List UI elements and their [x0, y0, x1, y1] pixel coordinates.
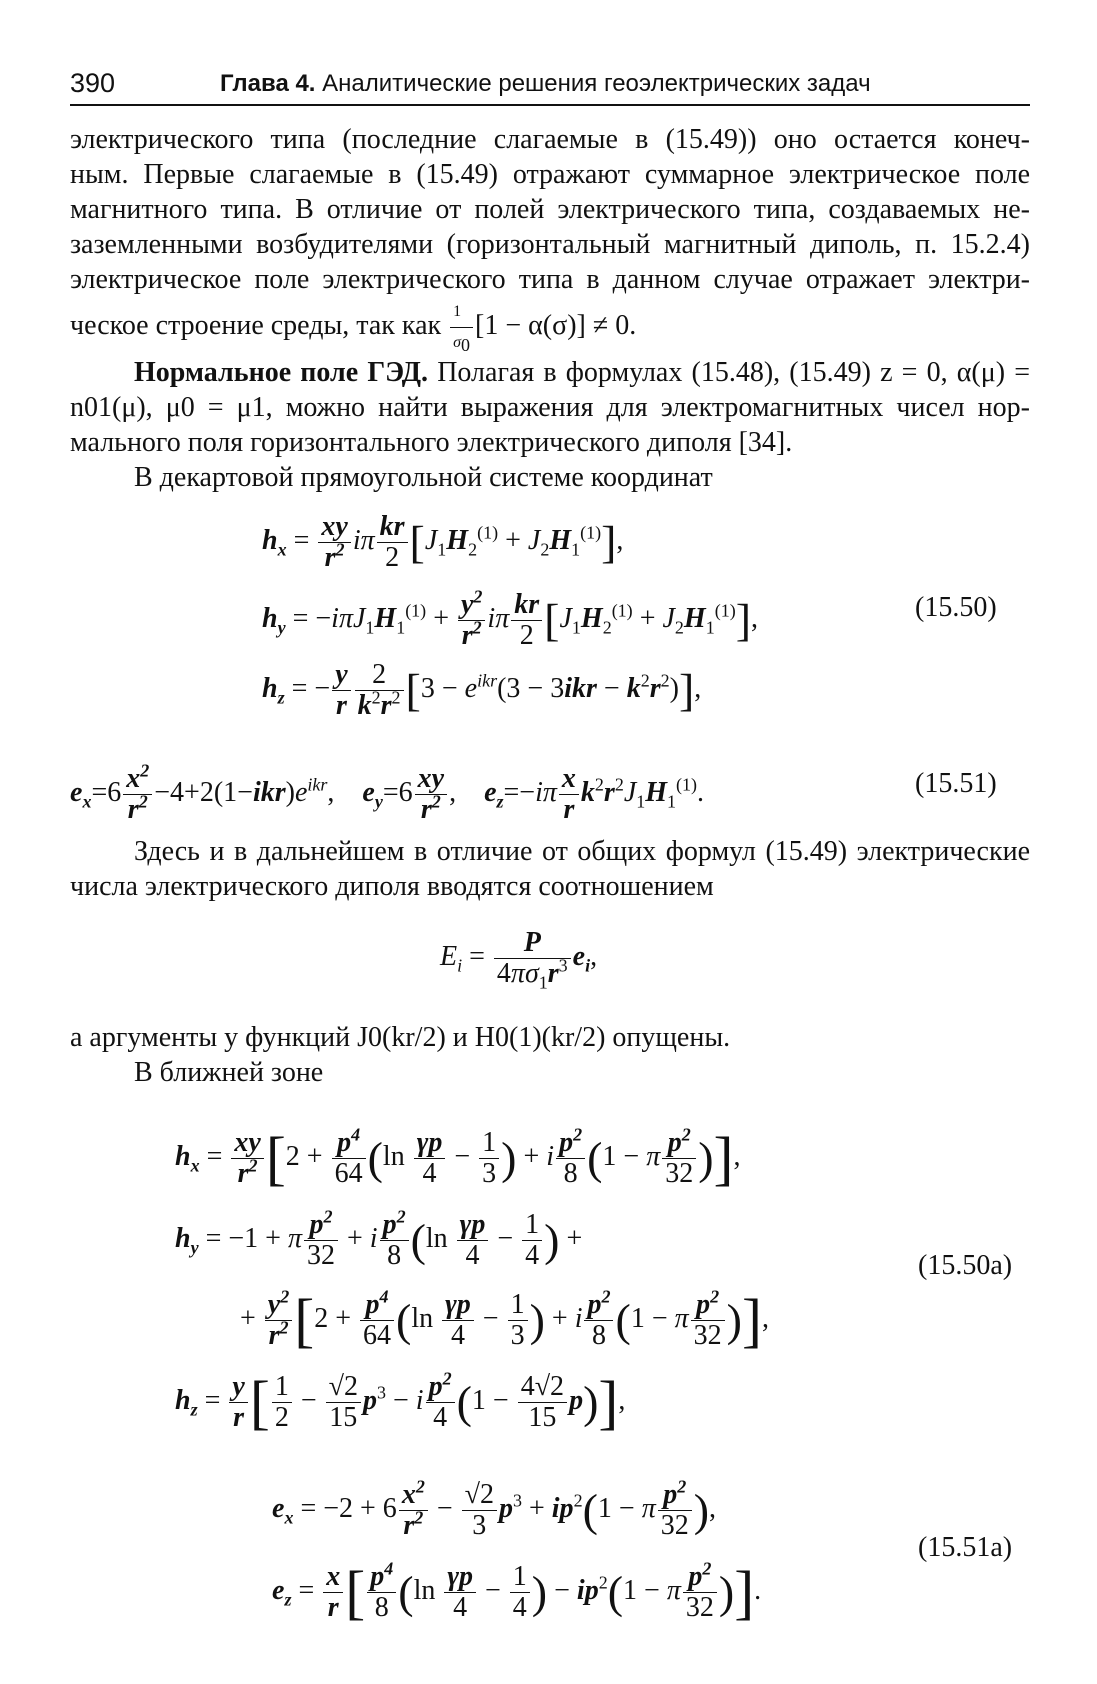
equation-electric-components: $e_x=6$ $\frac{x^2}{r^2}$ $-4+2(1-ikr)e^{ikr}$, $e_y=6$ $\frac{xy}{r^2}$ , $e_z=-i\pi$ $\frac{x}{r}$ $k^2r^2J_1H_1^{(1)}$. [70, 760, 705, 825]
equation-hy-cartesian: $h_y = -i\pi J_1H_1^{(1)}$ + $\frac{y^2}{r^2}$ iπ $\frac{kr}{2}$ $[J_1H_2^{(1)} + J_2H_1^{(1)}]$, [262, 586, 759, 651]
equation-number: (15.50) [915, 592, 997, 623]
running-header [70, 68, 1030, 102]
text-line: электрическое поле электрического типа в данном случае отражает электри- [70, 264, 1030, 295]
section-lead: Нормальное поле ГЭД. [134, 357, 429, 388]
text-line: n01(μ), μ0 = μ1, можно найти выражения для электромагнитных чисел нор- [70, 392, 1030, 423]
text-line: В декартовой прямоугольной системе координат [134, 462, 713, 493]
text-line: ным. Первые слагаемые в (15.49) отражают суммарное электрическое поле [70, 159, 1030, 190]
equation-hx-near-zone: $h_x$ = $\frac{xy}{r^2}$ [2 + $\frac{p^4}{64}$ (ln $\frac{\gamma p}{4}$ − $\frac{1}{3}$ ) + i $\frac{p^2}{8}$ (1 − π $\frac{p^2}{32}$ )], [175, 1124, 741, 1192]
equation-ez-near-zone: $e_z$ = $\frac{x}{r}$ [ $\frac{p^4}{8}$ (ln $\frac{\gamma p}{4}$ − $\frac{1}{4}$ ) − $ip^2(1 - \pi$ $\frac{p^2}{32}$ )]. [272, 1558, 762, 1626]
text-line: Здесь и в дальнейшем в отличие от общих формул (15.49) электрические [134, 836, 1030, 867]
text-line [70, 297, 1030, 358]
header-rule [70, 104, 1030, 106]
equation-hy-near-zone-line2: + $\frac{y^2}{r^2}$ [2 + $\frac{p^4}{64}$ (ln $\frac{\gamma p}{4}$ − $\frac{1}{3}$ ) + i $\frac{p^2}{8}$ (1 − π $\frac{p^2}{32}$ )], [240, 1286, 769, 1354]
inline-formula: [1 − α(σ)] ≠ 0. [475, 309, 637, 341]
equation-hx-cartesian: $h_x$ = $\frac{xy}{r^2}$ iπ $\frac{kr}{2}$ $[J_1H_2^{(1)} + J_2H_1^{(1)}]$, [262, 511, 624, 573]
chapter-label: Глава 4. [220, 70, 316, 97]
equation-number: (15.51a) [918, 1532, 1013, 1563]
equation-ex-near-zone: $e_x = -2 + 6$ $\frac{x^2}{r^2}$ − $\frac{√2}{3}$ $p^3 + ip^2(1 - \pi$ $\frac{p^2}{32}$ ), [272, 1476, 717, 1541]
fraction-1-over-sigma0: $\frac{1}{\sigma_0}$ [450, 297, 473, 358]
text-line-part: Полагая в формулах (15.48), (15.49) z = 0, α(μ) = [437, 357, 1031, 388]
paragraph-2 [70, 355, 1030, 495]
text-line: магнитного типа. В отличие от полей электрического типа, создаваемых не- [70, 194, 1030, 225]
text-line: а аргументы у функций J0(kr/2) и H0(1)(kr/2) опущены. [70, 1022, 731, 1053]
equation-number: (15.50a) [918, 1250, 1013, 1281]
equation-hz-cartesian: $h_z$ = − $\frac{y}{r}$ $\frac{2}{k^2r^2}$ $[3 - e^{ikr}(3 - 3ikr - k^2r^2)]$, [262, 659, 702, 721]
equation-hz-near-zone: $h_z$ = $\frac{y}{r}$ [ $\frac{1}{2}$ − $\frac{√2}{15}$ $p^3 - i$ $\frac{p^2}{4}$ (1 − $\frac{4√2}{15}$ p)], [175, 1368, 626, 1436]
page-number: 390 [70, 68, 116, 98]
equation-Ei-definition: $E_i$ = $\frac{P}{4\pi\sigma_1r^3}$ $e_i$, [440, 927, 598, 993]
chapter-heading [220, 70, 871, 98]
equation-hy-near-zone-line1: $h_y = -1 + \pi$ $\frac{p^2}{32}$ + i $\frac{p^2}{8}$ (ln $\frac{\gamma p}{4}$ − $\frac{1}{4}$ ) + [175, 1206, 583, 1271]
paragraph-4 [70, 1020, 1030, 1090]
paragraph-3 [70, 834, 1030, 904]
paragraph-1 [70, 122, 1030, 358]
text-line: электрического типа (последние слагаемые в (15.49)) оно остается конеч- [70, 124, 1030, 155]
equation-number: (15.51) [915, 768, 997, 799]
text-line [70, 355, 1030, 390]
text-line: заземленными возбудителями (горизонтальный магнитный диполь, п. 15.2.4) [70, 229, 1030, 260]
chapter-title: Аналитические решения геоэлектрических задач [322, 70, 871, 97]
text-line: числа электрического диполя вводятся соотношением [70, 871, 714, 902]
text-line: В ближней зоне [134, 1057, 324, 1088]
text-line-part: ческое строение среды, так как [70, 309, 442, 341]
text-line: мального поля горизонтального электрического диполя [34]. [70, 427, 793, 458]
